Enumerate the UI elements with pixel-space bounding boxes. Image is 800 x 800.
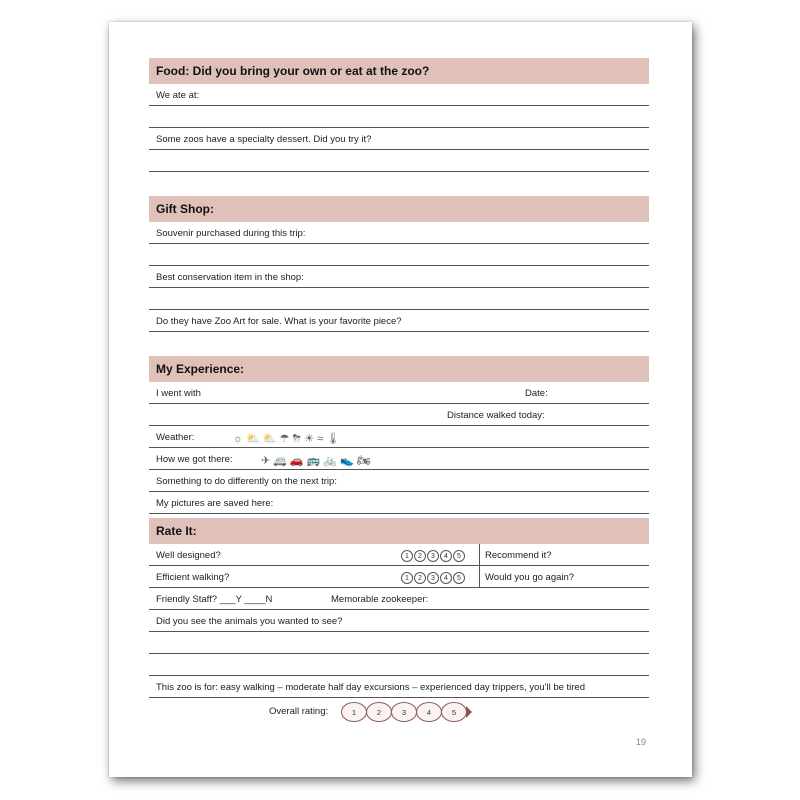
- friendly-staff-label: Friendly Staff? ___Y ____N: [156, 594, 273, 605]
- rating-circle[interactable]: 5: [441, 702, 467, 722]
- storm-icon[interactable]: ⛈: [292, 433, 302, 445]
- rate-header: Rate It:: [149, 518, 649, 544]
- scale-circle[interactable]: 4: [440, 572, 452, 584]
- scale-circle[interactable]: 2: [414, 550, 426, 562]
- scale-circle[interactable]: 1: [401, 550, 413, 562]
- efficient-line: [149, 566, 649, 588]
- distance-label: Distance walked today:: [447, 410, 545, 421]
- differently-label: Something to do differently on the next trip:: [156, 476, 337, 487]
- how-label: How we got there:: [156, 454, 233, 465]
- recommend-label: Recommend it?: [485, 550, 552, 561]
- overall-rating: [149, 698, 649, 726]
- dessert-label: Some zoos have a specialty dessert. Did you try it?: [156, 134, 372, 145]
- scale-circle[interactable]: 2: [414, 572, 426, 584]
- pictures-label: My pictures are saved here:: [156, 498, 274, 509]
- animals-label: Did you see the animals you wanted to see?: [156, 616, 343, 627]
- scale-circle[interactable]: 4: [440, 550, 452, 562]
- bus-icon[interactable]: 🚌: [306, 455, 321, 467]
- we-ate-label: We ate at:: [156, 90, 200, 101]
- overall-scale: [341, 702, 472, 722]
- well-designed-label: Well designed?: [156, 550, 221, 561]
- zoo-for-line: [149, 676, 649, 698]
- differently-line[interactable]: [149, 470, 649, 492]
- weather-icons: [233, 434, 340, 445]
- wind-icon[interactable]: ≈: [317, 433, 324, 445]
- hot-sun-icon[interactable]: ☀: [304, 433, 315, 445]
- well-designed-scale: [401, 550, 466, 562]
- plane-icon[interactable]: ✈: [261, 455, 271, 467]
- page-content: [149, 58, 649, 726]
- conservation-label: Best conservation item in the shop:: [156, 272, 304, 283]
- weather-label: Weather:: [156, 432, 195, 443]
- scale-circle[interactable]: 1: [401, 572, 413, 584]
- gift-shop-header: Gift Shop:: [149, 196, 649, 222]
- souvenir-line[interactable]: [149, 222, 649, 244]
- rating-circle[interactable]: 4: [416, 702, 442, 722]
- date-label: Date:: [525, 388, 548, 399]
- scale-circle[interactable]: 3: [427, 550, 439, 562]
- rv-icon[interactable]: 🚐: [273, 455, 287, 467]
- blank-line[interactable]: [149, 244, 649, 266]
- sun-icon[interactable]: ☼: [233, 433, 244, 445]
- car-icon[interactable]: 🚗: [289, 455, 304, 467]
- food-header: Food: Did you bring your own or eat at the zoo?: [149, 58, 649, 84]
- efficient-scale: [401, 572, 466, 584]
- thermometer-icon[interactable]: 🌡: [326, 433, 341, 445]
- souvenir-label: Souvenir purchased during this trip:: [156, 228, 306, 239]
- distance-line[interactable]: [149, 404, 649, 426]
- rating-circle[interactable]: 3: [391, 702, 417, 722]
- rating-circle[interactable]: 2: [366, 702, 392, 722]
- page-number: 19: [635, 737, 646, 747]
- weather-line: [149, 426, 649, 448]
- go-again-label: Would you go again?: [485, 572, 575, 583]
- partly-cloudy-icon[interactable]: ⛅: [246, 433, 260, 445]
- friendly-staff-line[interactable]: [149, 588, 649, 610]
- scale-circle[interactable]: 5: [453, 550, 465, 562]
- motorcycle-icon[interactable]: 🏍: [356, 455, 371, 467]
- we-ate-line[interactable]: [149, 84, 649, 106]
- overall-label: Overall rating:: [269, 706, 329, 717]
- went-with-label: I went with: [156, 388, 201, 399]
- zoo-art-label: Do they have Zoo Art for sale. What is your favorite piece?: [156, 316, 402, 327]
- dessert-line[interactable]: [149, 128, 649, 150]
- pictures-line[interactable]: [149, 492, 649, 514]
- efficient-label: Efficient walking?: [156, 572, 230, 583]
- transport-line: [149, 448, 649, 470]
- experience-header: My Experience:: [149, 356, 649, 382]
- zoo-for-label: This zoo is for: easy walking – moderate half day excursions – experienced day trippers, you'll be tired: [156, 682, 586, 693]
- went-with-line[interactable]: [149, 382, 649, 404]
- walking-shoe-icon[interactable]: 👟: [340, 455, 354, 467]
- blank-line[interactable]: [149, 632, 649, 654]
- scale-circle[interactable]: 5: [453, 572, 465, 584]
- blank-line[interactable]: [149, 106, 649, 128]
- bicycle-icon[interactable]: 🚲: [323, 455, 338, 467]
- arrow-tip-icon: [466, 706, 472, 718]
- conservation-line[interactable]: [149, 266, 649, 288]
- blank-line[interactable]: [149, 150, 649, 172]
- journal-page: [109, 22, 692, 777]
- rain-icon[interactable]: ☂: [279, 433, 290, 445]
- cloudy-icon[interactable]: ⛅: [262, 433, 277, 445]
- zookeeper-label: Memorable zookeeper:: [331, 594, 429, 605]
- blank-line[interactable]: [149, 654, 649, 676]
- blank-line[interactable]: [149, 288, 649, 310]
- rating-circle[interactable]: 1: [341, 702, 367, 722]
- animals-line[interactable]: [149, 610, 649, 632]
- zoo-art-line[interactable]: [149, 310, 649, 332]
- column-divider: [479, 566, 480, 588]
- well-designed-line: [149, 544, 649, 566]
- column-divider: [479, 544, 480, 566]
- transport-icons: [261, 456, 371, 467]
- scale-circle[interactable]: 3: [427, 572, 439, 584]
